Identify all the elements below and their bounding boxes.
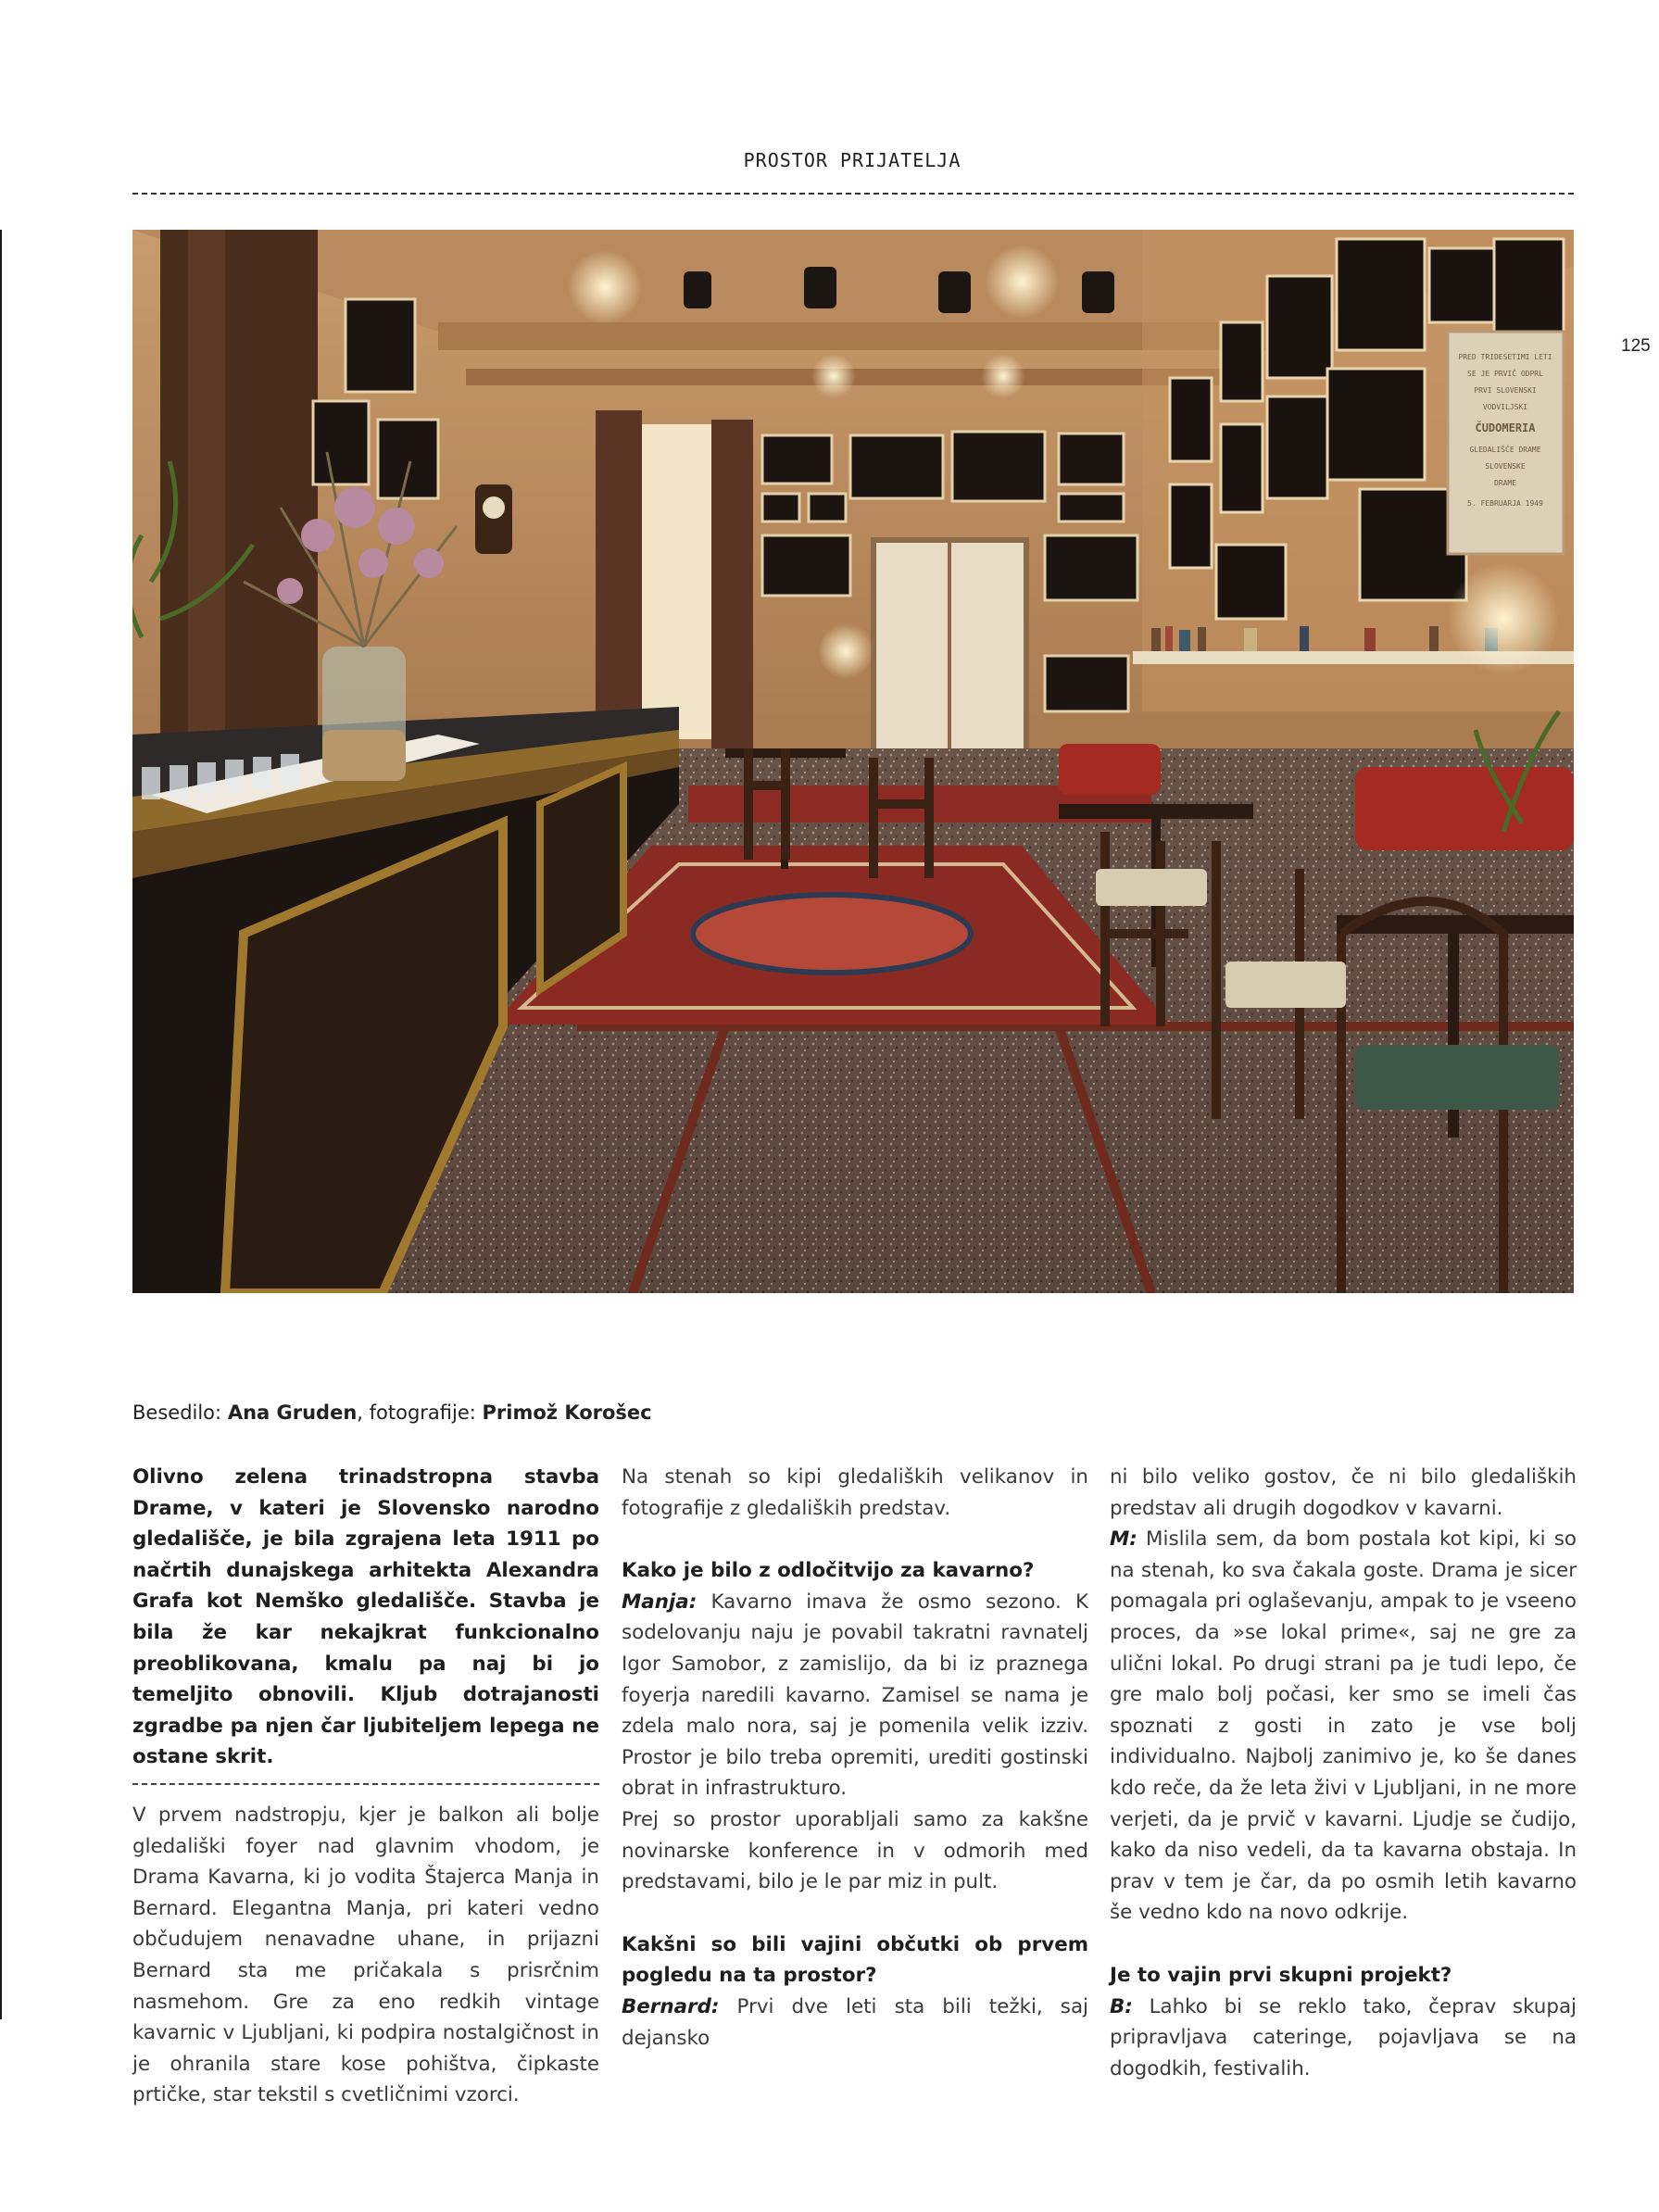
- body-paragraph-1: V prvem nadstropju, kjer je balkon ali bolje gledališki foyer nad glavnim vhodom, je Drama Kavarna, ki jo vodita Štajerca Manja in Bernard. Elegantna Manja, pri kateri vedno občudujem nenavadne uhane, in prijazni Bernard sta me pričakala s prisrčnim nasmehom. Gre za eno redkih vintage kavarnic v Ljubljani, ki podpira nostalgičnost in je ohranila stare kose pohištva, čipkaste prtičke, star tekstil s cvetličnimi vzorci.: [132, 1803, 599, 2107]
- interview-answer-3: [1110, 1524, 1577, 1929]
- plaque-line-7: SLOVENSKE: [1485, 462, 1526, 471]
- lead-divider: [132, 1783, 599, 1785]
- interview-question-3: Je to vajin prvi skupni projekt?: [1110, 1963, 1452, 1987]
- plaque-line-4: VODVILJSKI: [1482, 403, 1528, 411]
- interview-answer-1: [622, 1587, 1088, 1804]
- plaque-line-5: ČUDOMERIA: [1475, 421, 1536, 434]
- article-column-2: [622, 1462, 1088, 2054]
- answer-4-text: Lahko bi se reklo tako, čeprav skupaj pripravljava cateringe, pojavljava se na dogodkih, festivalih.: [1110, 1994, 1577, 2080]
- interview-answer-2: [622, 1992, 1088, 2054]
- byline: [132, 1401, 652, 1424]
- running-title: PROSTOR PRIJATELJA: [743, 149, 961, 171]
- speaker-m: M:: [1110, 1527, 1137, 1552]
- answer-1-text: Kavarno imava že osmo sezono. K sodelovanju naju je povabil takratni ravnatelj Igor Samobor, z zamislijo, da bi iz praznega foyerja naredili kavarno. Zamisel se nama je zdela malo nora, saj je pomenila velik izziv. Prostor je bilo treba opremiti, urediti gostinski obrat in infrastrukturo.: [622, 1590, 1088, 1801]
- article-column-1: [132, 1462, 599, 2111]
- page-edge-rule: [0, 230, 2, 2019]
- plaque-line-1: PRED TRIDESETIMI LETI: [1458, 353, 1552, 361]
- body-paragraph-2: Na stenah so kipi gledaliških velikanov in fotografije z gledaliških predstav.: [622, 1465, 1088, 1520]
- cafe-interior-photo: [132, 230, 1574, 1293]
- lead-paragraph: Olivno zelena trinadstropna stavba Drame, v kateri je Slovensko narodno gledališče, je bila zgrajena leta 1911 po načrtih dunajskega arhitekta Alexandra Grafa kot Nemško gledališče. Stavba je bila že kar nekajkrat funkcionalno preoblikovana, kmalu pa naj bi jo temeljito obnovili. Kljub dotrajanosti zgradbe pa njen čar ljubiteljem lepega ne ostane skrit.: [132, 1465, 599, 1769]
- answer-2-text: Prvi dve leti sta bili težki, saj dejansko: [622, 1994, 1088, 2050]
- byline-text-label: Besedilo:: [132, 1401, 222, 1424]
- plaque-line-9: 5. FEBRUARJA 1949: [1467, 499, 1543, 508]
- interview-question-1: Kako je bilo z odločitvijo za kavarno?: [622, 1559, 1035, 1583]
- byline-author: Ana Gruden: [227, 1401, 358, 1424]
- page-number: 125: [1621, 336, 1651, 356]
- speaker-bernard: Bernard:: [622, 1994, 720, 2018]
- plaque-line-8: DRAME: [1493, 479, 1517, 487]
- article-column-3: [1110, 1462, 1577, 2084]
- answer-3-text: Mislila sem, da bom postala kot kipi, ki so na stenah, ko sva čakala goste. Drama je sicer pomagala pri oglaševanju, ampak to je vseeno proces, da »se lokal prime«, saj ne gre za ulični lokal. Po drugi strani pa je tudi lepo, če gre malo bolj počasi, ker smo se imeli čas spoznati z gosti in zato je vse bolj individualno. Najbolj zanimivo je, ko še danes kdo reče, da že leta živi v Ljubljani, in ne more verjeti, da je prvič v kavarni. Ljudje se čudijo, kako da niso vedeli, da ta kavarna obstaja. In prav v tem je čar, da po osmih letih kavarno še vedno kdo na novo odkrije.: [1110, 1527, 1577, 1925]
- interview-answer-1b: Prej so prostor uporabljali samo za kakšne novinarske konference in v odmorih med predstavami, bilo je le par miz in pult.: [622, 1807, 1088, 1894]
- speaker-manja: Manja:: [622, 1590, 698, 1614]
- interview-answer-4: [1110, 1992, 1577, 2085]
- answer-2-continued: ni bilo veliko gostov, če ni bilo gledaliških predstav ali drugih dogodkov v kavarni.: [1110, 1465, 1577, 1520]
- interview-question-2: Kakšni so bili vajini občutki ob prvem pogledu na ta prostor?: [622, 1932, 1088, 1988]
- speaker-b: B:: [1110, 1994, 1133, 2018]
- header-divider: [132, 193, 1574, 195]
- byline-photographer: Primož Korošec: [482, 1401, 652, 1424]
- byline-photo-label: , fotografije:: [357, 1401, 476, 1424]
- plaque-line-2: SE JE PRVIČ ODPRL: [1467, 370, 1543, 378]
- plaque-line-6: GLEDALIŠČE DRAME: [1469, 446, 1541, 454]
- plaque-line-3: PRVI SLOVENSKI: [1474, 386, 1537, 395]
